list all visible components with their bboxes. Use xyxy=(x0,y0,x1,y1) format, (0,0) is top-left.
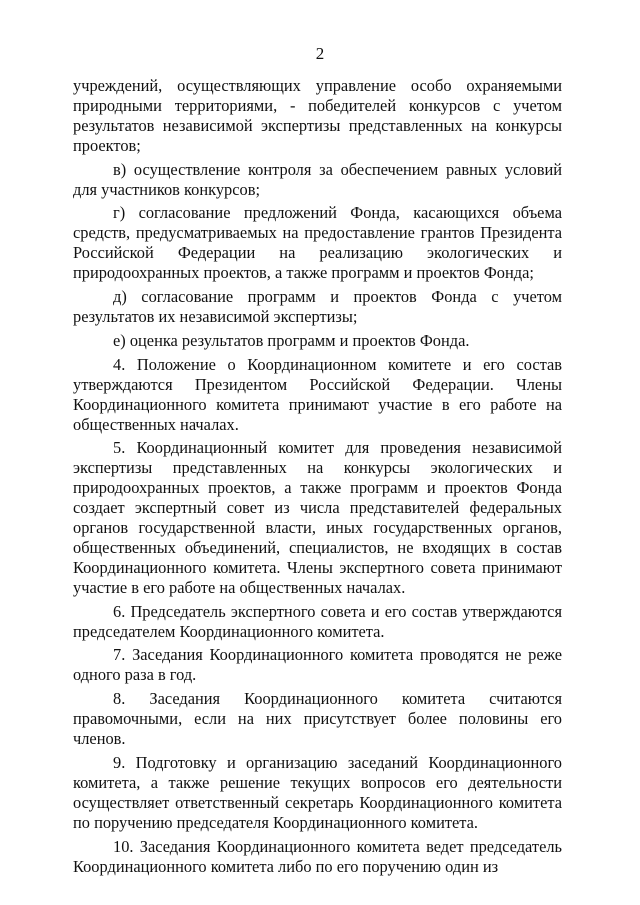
paragraph: 7. Заседания Координационного комитета проводятся не реже одного раза в год. xyxy=(73,645,562,685)
paragraph: 9. Подготовку и организацию заседаний Координационного комитета, а также решение текущих вопросов его деятельности осуществляет ответственный секретарь Координационного комитета по поручению председателя Координационного комитета. xyxy=(73,753,562,832)
paragraph: 5. Координационный комитет для проведения независимой экспертизы представленных на конкурсы экологических и природоохранных проектов, а также программ и проектов Фонда создает экспертный совет из числа представителей федеральных органов государственной власти, иных государственных органов, общественных объединений, специалистов, не входящих в состав Координационного комитета. Члены экспертного совета принимают участие в его работе на общественных началах. xyxy=(73,438,562,597)
paragraph: 8. Заседания Координационного комитета считаются правомочными, если на них присутствует более половины его членов. xyxy=(73,689,562,749)
document-body xyxy=(73,76,562,876)
paragraph: в) осуществление контроля за обеспечением равных условий для участников конкурсов; xyxy=(73,159,562,199)
page-number: 2 xyxy=(315,44,325,63)
paragraph: е) оценка результатов программ и проектов Фонда. xyxy=(113,330,470,350)
paragraph: 6. Председатель экспертного совета и его состав утверждаются председателем Координационного комитета. xyxy=(73,601,562,641)
paragraph: учреждений, осуществляющих управление особо охраняемыми природными территориями, - победителей конкурсов с учетом результатов независимой экспертизы представленных на конкурсы проектов; xyxy=(73,76,562,155)
paragraph: д) согласование программ и проектов Фонда с учетом результатов их независимой экспертизы; xyxy=(73,287,562,326)
paragraph: 4. Положение о Координационном комитете и его состав утверждаются Президентом Российской Федерации. Члены Координационного комитета принимают участие в его работе на общественных началах. xyxy=(73,354,562,434)
paragraph: 10. Заседания Координационного комитета ведет председатель Координационного комитета либо по его поручению один из xyxy=(73,836,562,876)
paragraph: г) согласование предложений Фонда, касающихся объема средств, предусматриваемых на предоставление грантов Президента Российской Федерации на реализацию экологических и природоохранных проектов, а также программ и проектов Фонда; xyxy=(73,203,562,283)
